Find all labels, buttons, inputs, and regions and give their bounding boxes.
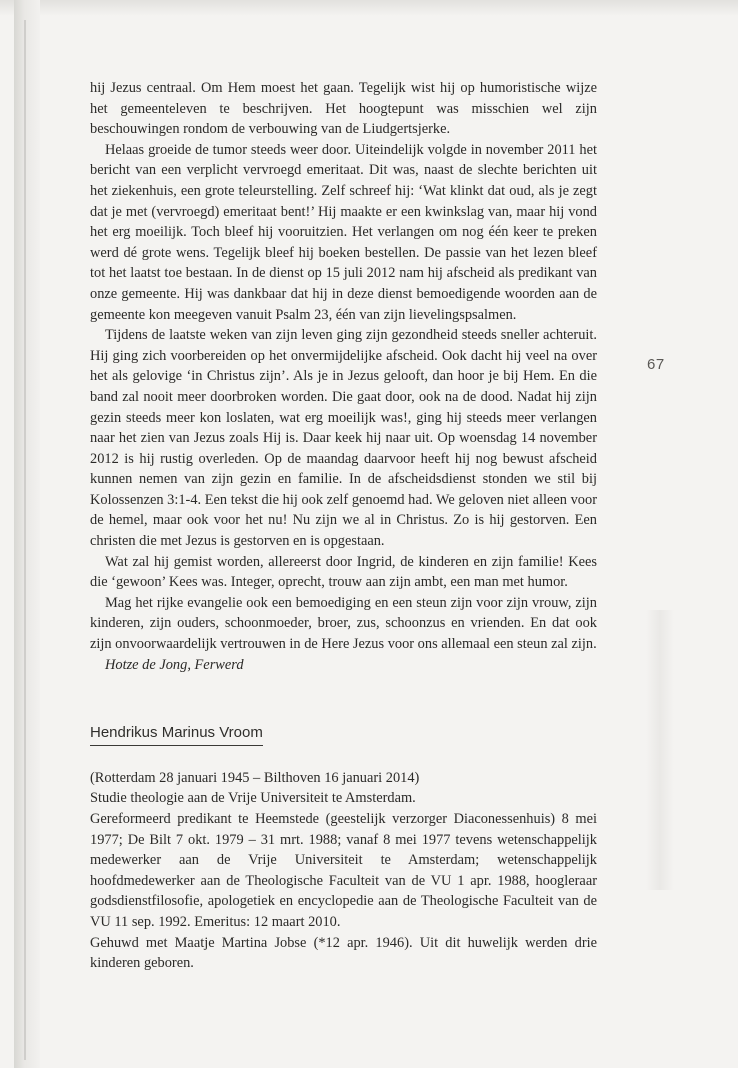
bio-career: Gereformeerd predikant te Heemstede (geestelijk verzorger Diaconessenhuis) 8 mei 1977; De Bilt 7 okt. 1979 – 31 mrt. 1988; vanaf 8 mei 1977 tevens wetenschappelijk medewerker aan de Vrije Universiteit te Amsterdam; wetenschappelijk hoofdmedewerker aan de Theologische Faculteit van de VU 1 apr. 1988, hoogleraar godsdienstfilosofie, apologetiek en encyclopedie aan de Theologische Faculteit van de VU 11 sep. 1992. Emeritus: 12 maart 2010.	[90, 811, 597, 930]
bio-study: Studie theologie aan de Vrije Universiteit te Amsterdam.	[90, 790, 416, 807]
page-body	[90, 78, 597, 974]
obituary-heading: Hendrikus Marinus Vroom	[90, 723, 263, 746]
paragraph-1: hij Jezus centraal. Om Hem moest het gaan. Tegelijk wist hij op humoristische wijze het gemeenteleven te beschrijven. Het hoogtepunt was misschien wel zijn beschouwingen rondom de verbouwing van de Liudgertsjerke.	[90, 80, 597, 138]
bio-family: Gehuwd met Maatje Martina Jobse (*12 apr. 1946). Uit dit huwelijk werden drie kinderen geboren.	[90, 934, 597, 972]
show-through-shadow	[646, 610, 674, 890]
paragraph-2: Helaas groeide de tumor steeds weer door. Uiteindelijk volgde in november 2011 het bericht van een verplicht vervroegd emeritaat. Dit was, naast de slechte berichten uit het ziekenhuis, een grote teleurstelling. Zelf schreef hij: ‘Wat klinkt dat oud, als je zegt dat je met (vervroegd) emeritaat bent!’ Hij maakte er een kwinkslag van, maar hij vond het erg moeilijk. Toch bleef hij vooruitzien. Het verlangen om nog één keer te preken werd dé grote wens. Tegelijk bleef hij boeken bestellen. De passie van het lezen bleef tot het laatst toe bestaan. In de dienst op 15 juli 2012 nam hij afscheid als predikant van onze gemeente. Hij was dankbaar dat hij in deze dienst bemoedigende woorden aan de gemeente kon meegeven vanuit Psalm 23, één van zijn lievelingspsalmen.	[90, 141, 597, 323]
scan-top-edge	[0, 0, 738, 16]
biography-block	[90, 768, 597, 974]
paragraph-5: Mag het rijke evangelie ook een bemoediging en een steun zijn voor zijn vrouw, zijn kinderen, zijn ouders, schoonmoeder, broer, zus, schoonzus en vrienden. En dat ook zijn onvoorwaardelijk vertrouwen in de Here Jezus voor ons allemaal een steun zal zijn.	[90, 594, 597, 653]
page-number: 67	[647, 356, 665, 373]
bio-birth-death: (Rotterdam 28 januari 1945 – Bilthoven 16 januari 2014)	[90, 769, 420, 786]
paragraph-3: Tijdens de laatste weken van zijn leven ging zijn gezondheid steeds sneller achteruit. Hij ging zich voorbereiden op het onvermijdelijke afscheid. Ook dacht hij veel na over het als gelovige ‘in Christus zijn’. Als je in Jezus gelooft, dan hoor je bij Hem. En die band zal nooit meer doorbroken worden. Die gaat door, ook na de dood. Nadat hij zijn gezin steeds meer kon loslaten, wat erg moeilijk was!, ging hij steeds meer verlangen naar het zien van Jezus zoals Hij is. Daar keek hij naar uit. Op woensdag 14 november 2012 is hij rustig overleden. Op de maandag daarvoor heeft hij nog bewust afscheid kunnen nemen van zijn gezin en familie. In de afscheidsdienst stonden we stil bij Kolossenzen 3:1-4. Een tekst die hij ook zelf genoemd had. We geloven niet alleen voor de hemel, maar ook voor het nu! Nu zijn we al in Christus. Zo is hij gestorven. Een christen die met Jezus is gestorven en is opgestaan.	[90, 327, 597, 550]
book-spine-gutter	[14, 0, 40, 1068]
paragraph-4: Wat zal hij gemist worden, allereerst door Ingrid, de kinderen en zijn familie! Kees die ‘gewoon’ Kees was. Integer, oprecht, trouw aan zijn ambt, een man met humor.	[90, 553, 597, 591]
author-signature: Hotze de Jong, Ferwerd	[105, 656, 244, 673]
gutter-line	[24, 20, 26, 1060]
